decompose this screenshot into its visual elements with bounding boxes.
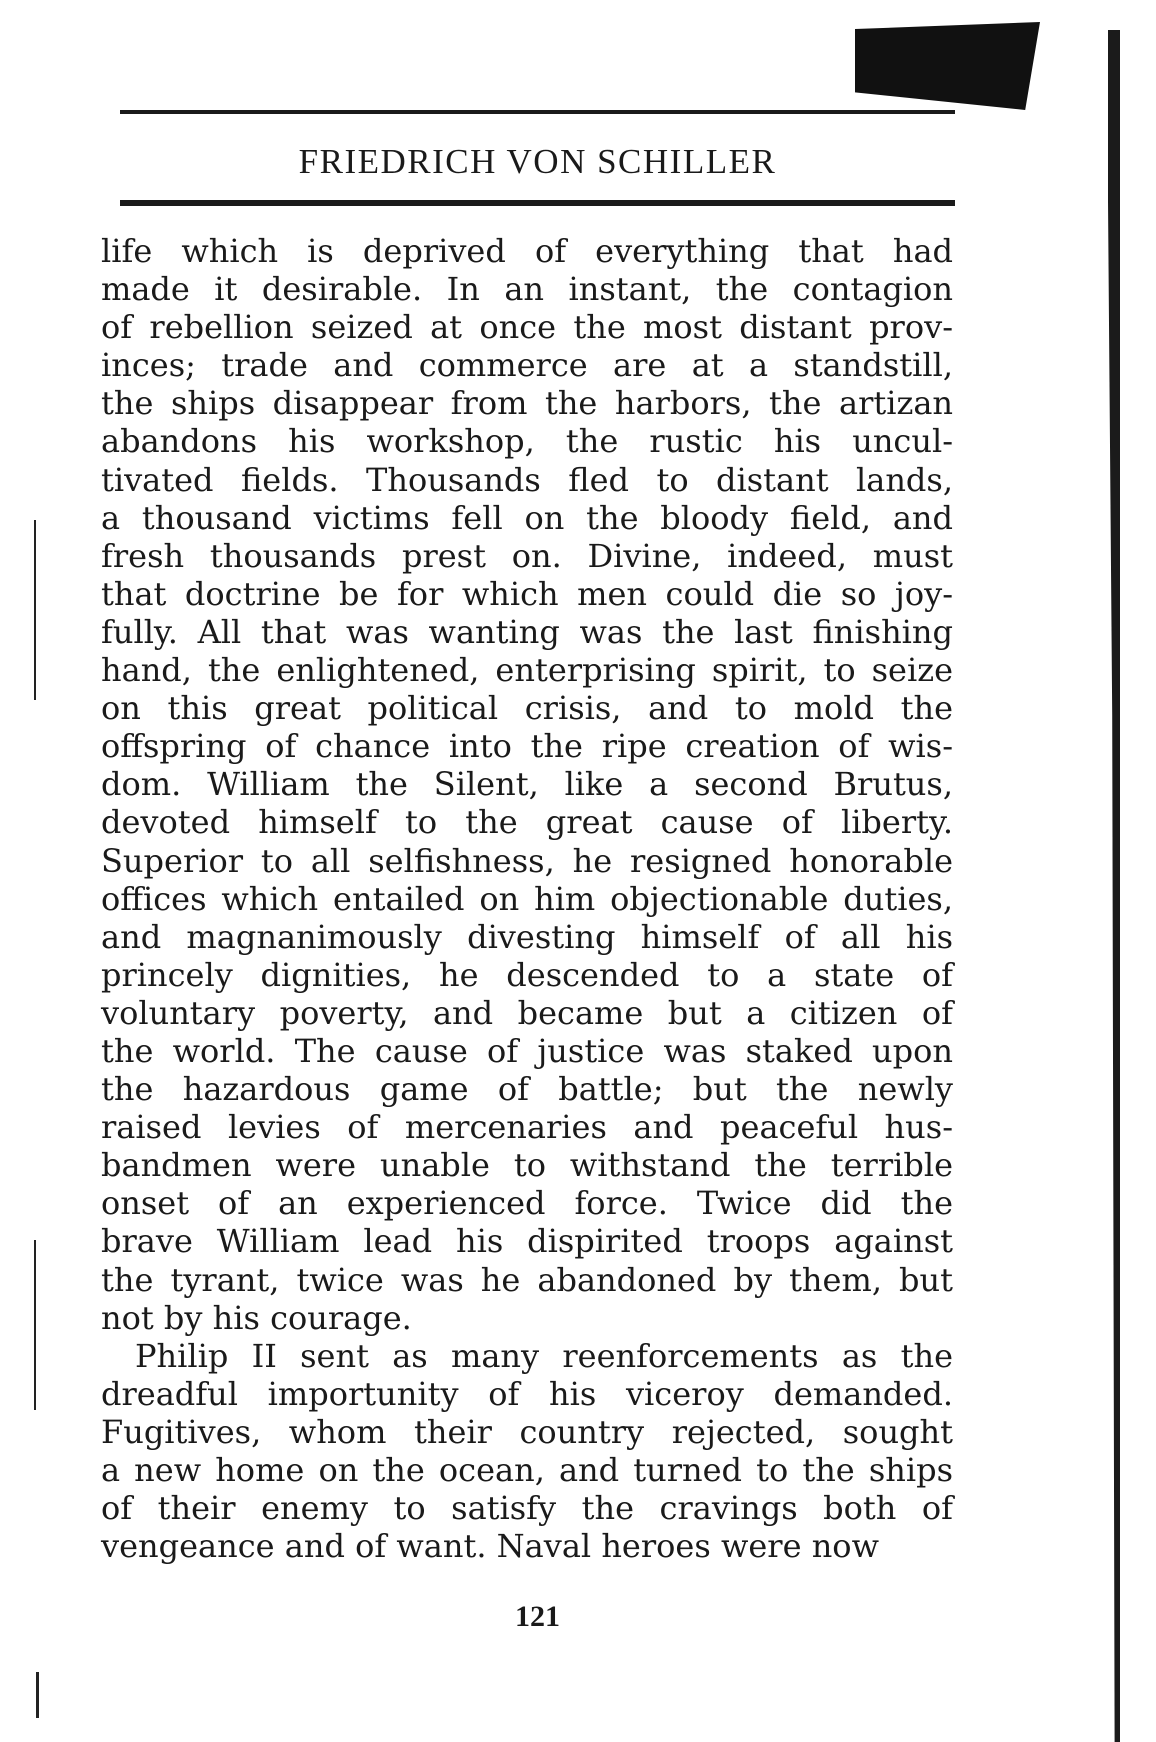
text-line: voluntary poverty, and became but a citizen of xyxy=(101,993,953,1032)
text-line: Philip II sent as many reenforcements as the xyxy=(135,1336,953,1375)
text-line: the world. The cause of justice was staked upon xyxy=(101,1031,953,1070)
page-number: 121 xyxy=(515,1600,560,1633)
running-head: FRIEDRICH VON SCHILLER xyxy=(298,142,777,181)
text-line: the hazardous game of battle; but the newly xyxy=(101,1070,953,1109)
text-line: bandmen were unable to withstand the terrible xyxy=(101,1146,953,1185)
text-line: of rebellion seized at once the most distant prov- xyxy=(101,308,953,347)
text-line: princely dignities, he descended to a state of xyxy=(101,955,953,994)
scan-artifact-left-mark xyxy=(34,520,36,700)
text-line: not by his courage. xyxy=(101,1298,412,1337)
text-line: the tyrant, twice was he abandoned by them, but xyxy=(101,1260,953,1299)
header-rule-top xyxy=(120,110,955,114)
text-line: vengeance and of want. Naval heroes were now xyxy=(101,1527,879,1566)
text-line: onset of an experienced force. Twice did the xyxy=(101,1184,953,1223)
paragraph xyxy=(101,232,953,1337)
text-line: offices which entailed on him objectionable duties, xyxy=(101,879,953,918)
text-line: tivated fields. Thousands fled to distant lands, xyxy=(101,460,953,499)
text-line: offspring of chance into the ripe creation of wis- xyxy=(101,727,953,766)
text-line: inces; trade and commerce are at a standstill, xyxy=(101,346,953,385)
text-line: dreadful importunity of his viceroy demanded. xyxy=(101,1374,953,1413)
text-line: that doctrine be for which men could die so joy- xyxy=(101,574,953,613)
text-line: life which is deprived of everything that had xyxy=(101,232,953,270)
text-line: Fugitives, whom their country rejected, sought xyxy=(101,1412,953,1451)
text-line: abandons his workshop, the rustic his uncul- xyxy=(101,422,953,461)
body-text xyxy=(101,232,953,1565)
text-line: Superior to all selfishness, he resigned honorable xyxy=(101,841,953,880)
text-line: and magnanimously divesting himself of all his xyxy=(101,917,953,956)
scan-artifact-top-right xyxy=(855,22,1040,110)
text-line: hand, the enlightened, enterprising spirit, to seize xyxy=(101,651,953,690)
text-line: fresh thousands prest on. Divine, indeed, must xyxy=(101,536,953,575)
scan-artifact-left-mark xyxy=(34,1240,36,1410)
text-line: dom. William the Silent, like a second Brutus, xyxy=(101,765,953,804)
paragraph xyxy=(101,1337,953,1566)
text-line: made it desirable. In an instant, the contagion xyxy=(101,270,953,309)
scan-artifact-right-edge xyxy=(1108,30,1120,1742)
text-line: of their enemy to satisfy the cravings both of xyxy=(101,1489,953,1528)
text-line: a new home on the ocean, and turned to the ships xyxy=(101,1451,953,1489)
text-line: a thousand victims fell on the bloody field, and xyxy=(101,498,953,537)
text-line: on this great political crisis, and to mold the xyxy=(101,689,953,728)
header-rule-bottom xyxy=(120,200,955,206)
text-line: fully. All that was wanting was the last finishing xyxy=(101,612,953,651)
text-line: devoted himself to the great cause of liberty. xyxy=(101,803,953,842)
scan-artifact-left-mark xyxy=(36,1672,39,1718)
text-line: brave William lead his dispirited troops against xyxy=(101,1222,953,1261)
text-line: the ships disappear from the harbors, the artizan xyxy=(101,384,953,423)
text-line: raised levies of mercenaries and peaceful hus- xyxy=(101,1108,953,1147)
